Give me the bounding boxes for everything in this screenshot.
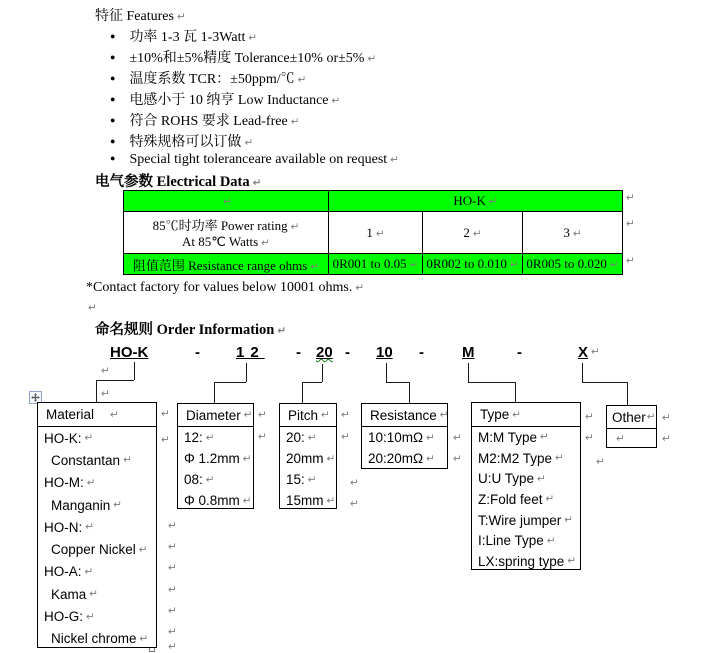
paragraph-mark: ↵	[326, 452, 336, 465]
order-heading: 命名规则 Order Information ↵	[95, 322, 287, 338]
paragraph-mark: ↵	[223, 196, 232, 208]
resistance-range-cell: 0R001 to 0.05 ↵	[329, 254, 423, 275]
connector-line	[96, 380, 97, 402]
type-item: M:M Type ↵	[478, 429, 549, 445]
power-value-cell: 2 ↵	[423, 212, 523, 254]
feature-item: ● 特殊规格可以订做 ↵	[110, 135, 254, 150]
part-segment-pitch	[316, 344, 333, 361]
other-item	[607, 429, 656, 449]
paragraph-mark: ↵	[350, 477, 359, 489]
material-item: HO-K: ↵	[44, 430, 94, 446]
paragraph-mark: ↵	[567, 555, 577, 568]
paragraph-mark: ↵	[168, 626, 177, 638]
paragraph-mark: ↵	[540, 431, 549, 444]
connector-line	[214, 382, 246, 383]
paragraph-mark: ↵	[409, 259, 419, 271]
four-way-arrow-icon	[31, 393, 40, 402]
paragraph-mark: ↵	[616, 433, 625, 445]
feature-item: ● 温度系数 TCR：±50ppm/℃ ↵	[110, 72, 307, 87]
pitch-box-title: Pitch ↵	[280, 404, 336, 427]
diameter-box-title: Diameter ↵	[178, 404, 253, 427]
paragraph-mark: ↵	[585, 411, 594, 423]
connector-line	[515, 382, 516, 402]
connector-line	[302, 382, 303, 403]
feature-item: ● Special tight toleranceare available on request ↵	[110, 152, 399, 167]
paragraph-mark: ↵	[290, 116, 300, 128]
paragraph-mark: ↵	[101, 388, 110, 400]
feature-item: ● 电感小于 10 纳亨 Low Inductance ↵	[110, 93, 341, 108]
spellcheck-underline: 20	[316, 344, 333, 361]
paragraph-mark: ↵	[242, 494, 252, 507]
paragraph-mark: ↵	[341, 409, 350, 421]
resistance-range-label-cell: 阻值范围 Resistance range ohms ↵	[124, 254, 329, 275]
factory-note: *Contact factory for values below 10001 ohms. ↵	[86, 280, 365, 295]
paragraph-mark: ↵	[545, 493, 555, 506]
paragraph-mark: ↵	[537, 472, 546, 485]
paragraph-mark: ↵	[307, 431, 317, 444]
paragraph-mark: ↵	[85, 521, 95, 534]
paragraph-mark: ↵	[307, 473, 317, 486]
paragraph-mark: ↵	[205, 473, 215, 486]
connector-line	[468, 382, 515, 383]
paragraph-mark: ↵	[453, 453, 462, 465]
feature-item: ● 功率 1-3 瓦 1-3Watt ↵	[110, 30, 258, 45]
paragraph-mark: ↵	[646, 411, 656, 423]
part-segment-material: HO-K	[110, 344, 149, 361]
paragraph-mark: ↵	[472, 227, 482, 240]
power-rating-label-cell	[124, 212, 329, 254]
connector-line	[134, 362, 135, 380]
other-box-title: Other ↵	[607, 406, 656, 429]
paragraph-mark: ↵	[168, 605, 177, 617]
connector-line	[582, 363, 583, 382]
paragraph-mark: ↵	[168, 584, 177, 596]
paragraph-mark: ↵	[113, 499, 123, 512]
paragraph-mark: ↵	[258, 431, 267, 443]
paragraph-mark: ↵	[512, 408, 522, 421]
type-box[interactable]	[471, 402, 581, 570]
diameter-item: 08: ↵	[184, 472, 215, 487]
type-item: I:Line Type ↵	[478, 533, 556, 549]
part-segment-type: M	[462, 344, 475, 361]
paragraph-mark: ↵	[426, 452, 435, 465]
bullet-icon: ●	[110, 52, 116, 62]
paragraph-mark: ↵	[326, 494, 336, 507]
paragraph-mark: ↵	[321, 409, 330, 421]
table-row	[124, 254, 623, 275]
power-rating-line2: At 85℃ Watts ↵	[182, 234, 270, 249]
paragraph-mark: ↵	[375, 227, 385, 240]
connector-line	[627, 382, 628, 405]
paragraph-mark: ↵	[86, 610, 95, 623]
paragraph-mark: ↵	[626, 218, 635, 230]
empty-header-cell	[124, 191, 329, 212]
paragraph-mark: ↵	[331, 95, 341, 107]
bullet-icon: ●	[110, 153, 116, 163]
paragraph-mark: ↵	[585, 432, 594, 444]
diameter-item: Φ 1.2mm ↵	[184, 451, 252, 466]
paragraph-mark: ↵	[277, 325, 287, 337]
paragraph-mark: ↵	[261, 237, 270, 249]
paragraph-mark: ↵	[168, 641, 177, 653]
connector-line	[322, 364, 323, 382]
pitch-item: 20mm ↵	[286, 451, 336, 466]
material-item: HO-N: ↵	[44, 519, 95, 535]
paragraph-mark: ↵	[426, 431, 435, 444]
power-value-cell: 1 ↵	[329, 212, 423, 254]
paragraph-mark: ↵	[509, 259, 519, 271]
paragraph-mark: ↵	[310, 260, 320, 273]
type-item: M2:M2 Type ↵	[478, 450, 564, 466]
connector-line	[582, 382, 627, 383]
paragraph-mark: ↵	[609, 259, 619, 271]
resistance-item: 10:10mΩ ↵	[368, 430, 435, 445]
paragraph-mark: ↵	[243, 409, 253, 421]
type-box-title: Type ↵	[472, 403, 580, 427]
type-item: LX:spring type ↵	[478, 553, 577, 569]
pitch-box[interactable]	[279, 403, 337, 509]
paragraph-mark: ↵	[555, 452, 564, 465]
bullet-icon: ●	[110, 73, 116, 83]
paragraph-mark: ↵	[662, 433, 671, 445]
type-item: Z:Fold feet ↵	[478, 491, 555, 507]
connector-line	[409, 382, 410, 403]
pitch-item: 15mm ↵	[286, 493, 336, 508]
diameter-item: Φ 0.8mm ↵	[184, 493, 252, 508]
resistance-item: 20:20mΩ ↵	[368, 451, 435, 466]
material-item: Copper Nickel ↵	[51, 542, 148, 558]
paragraph-mark: ↵	[290, 221, 300, 233]
paragraph-mark: ↵	[662, 412, 671, 424]
material-item: HO-G: ↵	[44, 609, 95, 625]
paragraph-mark: ↵	[110, 408, 119, 421]
connector-line	[96, 380, 134, 381]
paragraph-mark: ↵	[161, 408, 170, 420]
feature-item: ● ±10%和±5%精度 Tolerance±10% or±5% ↵	[110, 51, 377, 66]
paragraph-mark: ↵	[176, 11, 186, 23]
paragraph-mark: ↵	[123, 454, 132, 467]
bullet-icon: ●	[110, 94, 116, 104]
paragraph-mark: ↵	[488, 196, 498, 208]
power-rating-line1: 85℃时功率 Power rating ↵	[152, 218, 300, 233]
material-item: Nickel chrome ↵	[51, 631, 149, 647]
paragraph-mark: ↵	[139, 632, 149, 645]
feature-item: ● 符合 ROHS 要求 Lead-free ↵	[110, 114, 300, 129]
paragraph-mark: ↵	[84, 565, 94, 578]
paragraph-mark: ↵	[244, 137, 254, 149]
features-title-text: 特征 Features	[95, 9, 174, 24]
connector-line	[214, 382, 215, 403]
bullet-icon: ●	[110, 136, 116, 146]
paragraph-mark: ↵	[89, 588, 99, 601]
material-item: Kama ↵	[51, 586, 99, 602]
resistance-box[interactable]	[361, 403, 448, 469]
connector-line	[468, 363, 469, 382]
type-item: T:Wire jumper ↵	[478, 512, 574, 528]
paragraph-mark: ↵	[252, 177, 262, 189]
paragraph-mark: ↵	[205, 431, 215, 444]
features-title	[95, 5, 186, 25]
paragraph-mark: ↵	[626, 255, 635, 267]
material-box[interactable]	[37, 402, 157, 648]
paragraph-mark: ↵	[88, 302, 97, 314]
paragraph-mark: ↵	[453, 432, 462, 444]
part-segment-diameter: 12	[236, 344, 265, 361]
part-dash: -	[419, 344, 424, 361]
paragraph-mark: ↵	[84, 432, 94, 445]
pitch-item: 15: ↵	[286, 472, 317, 487]
paragraph-mark: ↵	[258, 409, 267, 421]
electrical-heading: 电气参数 Electrical Data ↵	[95, 174, 262, 190]
material-item: HO-M: ↵	[44, 475, 96, 491]
paragraph-mark: ↵	[367, 53, 377, 65]
part-dash: -	[195, 344, 200, 361]
paragraph-mark: ↵	[564, 514, 574, 527]
type-item: U:U Type ↵	[478, 471, 546, 487]
part-dash: -	[296, 344, 301, 361]
paragraph-mark: ↵	[101, 365, 110, 377]
other-box[interactable]	[606, 405, 657, 448]
connector-line	[386, 382, 409, 383]
part-segment-other: X	[578, 344, 589, 361]
bullet-icon: ●	[110, 115, 116, 125]
paragraph-mark: ↵	[138, 543, 148, 556]
part-dash: -	[345, 344, 350, 361]
paragraph-mark: ↵	[390, 154, 399, 166]
paragraph-mark: ↵	[626, 192, 635, 204]
resistance-range-cell: 0R005 to 0.020 ↵	[523, 254, 623, 275]
table-row	[124, 212, 623, 254]
part-dash: -	[517, 344, 522, 361]
paragraph-mark: ↵	[355, 282, 365, 294]
resistance-box-title: Resistance ↵	[362, 404, 447, 427]
diameter-item: 12: ↵	[184, 430, 215, 445]
paragraph-mark: ↵	[242, 452, 252, 465]
paragraph-mark: ↵	[596, 456, 605, 468]
material-item: Manganin ↵	[51, 497, 123, 513]
paragraph-mark: ↵	[546, 534, 556, 547]
paragraph-mark: ↵	[86, 476, 96, 489]
paragraph-mark: ↵	[248, 32, 258, 44]
group-header-cell: HO-K ↵	[329, 191, 623, 212]
electrical-data-table	[123, 190, 623, 275]
connector-line	[386, 363, 387, 382]
resistance-range-cell: 0R002 to 0.010 ↵	[423, 254, 523, 275]
diameter-box[interactable]	[177, 403, 254, 509]
paragraph-mark: ↵	[161, 434, 170, 446]
paragraph-mark: ↵	[168, 562, 177, 574]
paragraph-mark: ↵	[341, 431, 350, 443]
bullet-icon: ●	[110, 31, 116, 41]
connector-line	[302, 382, 322, 383]
pitch-item: 20: ↵	[286, 430, 317, 445]
paragraph-mark: ↵	[350, 498, 359, 510]
material-box-title: Material ↵	[38, 403, 156, 427]
paragraph-mark: ↵	[439, 409, 449, 421]
paragraph-mark: ↵	[168, 541, 177, 553]
paragraph-mark: ↵	[572, 227, 582, 240]
paragraph-mark: ↵	[297, 74, 307, 86]
table-row	[124, 191, 623, 212]
material-item: Constantan ↵	[51, 452, 132, 468]
paragraph-mark: ↵	[168, 520, 177, 532]
power-value-cell: 3 ↵	[523, 212, 623, 254]
connector-line	[246, 363, 247, 382]
material-item: HO-A: ↵	[44, 564, 94, 580]
paragraph-mark: ↵	[591, 346, 600, 358]
part-segment-resistance: 10	[376, 344, 393, 361]
